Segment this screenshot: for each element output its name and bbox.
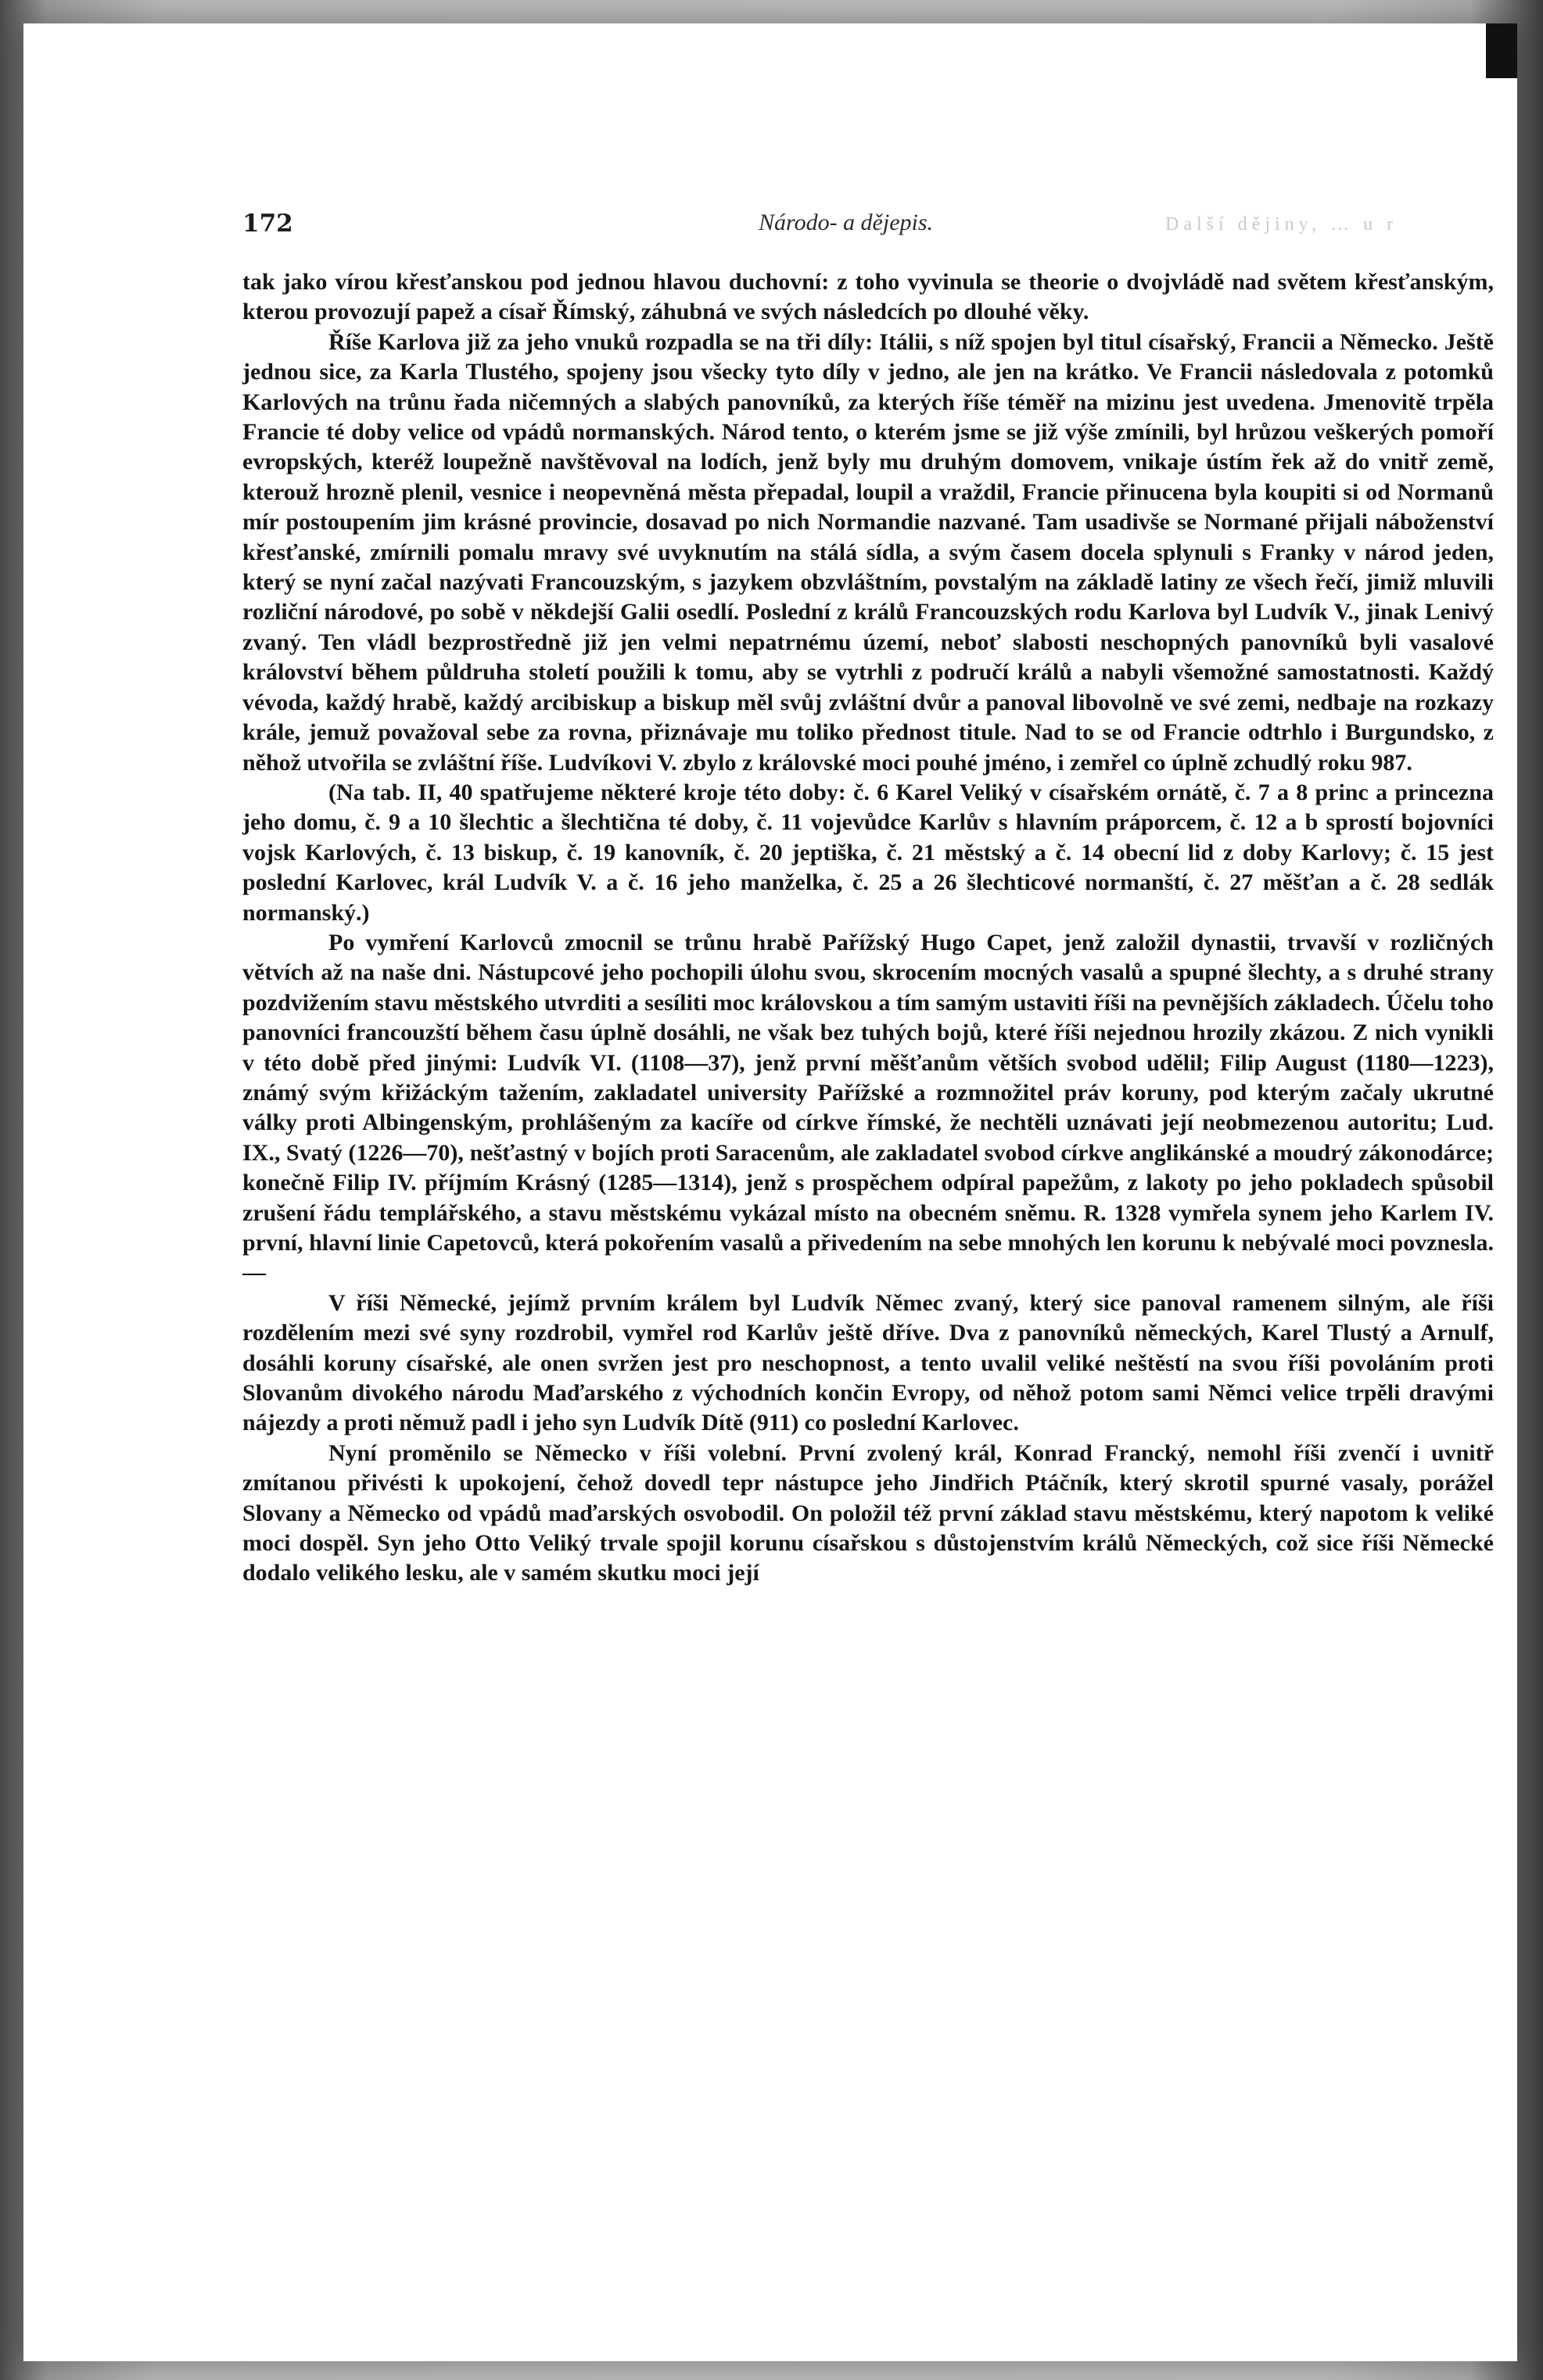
scan-corner-mark bbox=[1486, 23, 1517, 78]
page-number: 172 bbox=[242, 210, 293, 238]
bleed-through-text: Další dějiny, … u r bbox=[1165, 214, 1398, 235]
paragraph: Nyní proměnilo se Německo v říši volební. První zvolený král, Konrad Francký, nemohl říši zvenčí i uvnitř zmítanou přivésti k upokojení, čehož dovedl tepr nástupce jeho Jindřich Ptáčník, který skrotil spurné vasaly, porážel Slovany a Německo od vpádů maďarských osvobodil. On položil též první základ stavu městskému, který napotom k veliké moci dospěl. Syn jeho Otto Veliký trvale spojil korunu císařskou s důstojenstvím králů Německých, což sice říši Německé dodalo velikého lesku, ale v samém skutku moci její bbox=[242, 1439, 1494, 1586]
paragraph: Po vymření Karlovců zmocnil se trůnu hrabě Pařížský Hugo Capet, jenž založil dynastii, trvavší v rozličných větvích až na naše dni. Nástupcové jeho pochopili úlohu svou, skrocením mocných vasalů a spupné šlechty, a s druhé strany pozdvižením stavu městského utvrditi a sesíliti moc královskou a tím samým ustaviti říši na pevnějších základech. Účelu toho panovníci francouzští během času úplně dosáhli, ne však bez tuhých bojů, které říši nejednou hrozily zkázou. Z nich vynikli v této době před jinými: Ludvík VI. (1108—37), jenž první měšťanům větších svobod udělil; Filip August (1180—1223), známý svým křižáckým tažením, zakladatel university Pařížské a rozmnožitel práv koruny, pod kterým začaly ukrutné války proti Albingenským, prohlášeným za kacíře od církve římské, že nechtěli uznávati její neobmezenou autoritu; Lud. IX., Svatý (1226—70), nešťastný v bojích proti Saracenům, ale zakladatel svobod církve anglikánské a moudrý zákonodárce; konečně Filip IV. příjmím Krásný (1285—1314), jenž s prospěchem odpíral papežům, z lakoty po jeho pokladech spůsobil zrušení řádu templářského, a stavu městskému vykázal místo na obecném sněmu. R. 1328 vymřela synem jeho Karlem IV. první, hlavní linie Capetovců, která pokořením vasalů a přivedením na sebe mnohých len korunu k nebývalé moci povznesla. — bbox=[242, 929, 1495, 1286]
book-page bbox=[23, 23, 1517, 2361]
running-head: Národo- a dějepis. bbox=[759, 210, 934, 235]
page-header bbox=[242, 210, 1494, 241]
paragraph: (Na tab. II, 40 spatřujeme některé kroje této doby: č. 6 Karel Veliký v císařském ornátě, č. 7 a 8 princ a princezna jeho domu, č. 9 a 10 šlechtic a šlechtična té doby, č. 11 vojevůdce Karlův s hlavním práporcem, č. 12 a b sprostí bojovníci vojsk Karlových, č. 13 biskup, č. 19 kanovník, č. 20 jeptiška, č. 21 městský a č. 14 obecní lid z doby Karlovy; č. 15 jest poslední Karlovec, král Ludvík V. a č. 16 jeho manželka, č. 25 a 26 šlechticové normanští, č. 27 měšťan a č. 28 sedlák normanský.) bbox=[242, 779, 1494, 926]
paragraph: V říši Německé, jejímž prvním králem byl Ludvík Němec zvaný, který sice panoval ramenem silným, ale říši rozdělením mezi své syny rozdrobil, vymřel rod Karlův ještě dříve. Dva z panovníků německých, Karel Tlustý a Arnulf, dosáhli koruny císařské, ale onen svržen jest pro neschopnost, a tento uvalil veliké neštěstí na svou říši povoláním proti Slovanům divokého národu Maďarského z východních končin Evropy, od něhož potom sami Němci velice trpěli dravými nájezdy a proti němuž padl i jeho syn Ludvík Dítě (911) co poslední Karlovec. bbox=[242, 1289, 1494, 1436]
main-text bbox=[242, 267, 1494, 1589]
paragraph: Říše Karlova již za jeho vnuků rozpadla se na tři díly: Itálii, s níž spojen byl titul císařský, Francii a Německo. Ještě jednou sice, za Karla Tlustého, spojeny jsou všecky tyto díly v jedno, ale jen na krátko. Ve Francii následovala z potomků Karlových na trůnu řada ničemných a slabých panovníků, za kterých říše téměř na mizinu jest uvedena. Jmenovitě trpěla Francie té doby velice od vpádů normanských. Národ tento, o kterém jsme se již výše zmínili, byl hrůzou veškerých pomoří evropských, kteréž loupežně navštěvoval na lodích, jenž byly mu druhým domovem, vnikaje ústím řek až do vnitř země, kterouž hrozně plenil, vesnice i neopevněná města přepadal, loupil a vraždil, Francie přinucena byla koupiti si od Normanů mír postoupením jim krásné provincie, dosavad po nich Normandie nazvané. Tam usadivše se Normané přijali náboženství křesťanské, zmírnili pomalu mravy své uvyknutím na stálá sídla, a svým časem docela splynuli s Franky v národ jeden, který se nyní začal nazývati Francouzským, s jazykem obzvláštním, povstalým na základě latiny ze všech řečí, jimiž mluvili rozliční národové, po sobě v někdejší Galii osedlí. Poslední z králů Francouzských rodu Karlova byl Ludvík V., jinak Lenivý zvaný. Ten vládl bezprostředně již jen velmi nepatrnému území, neboť slabosti neschopných panovníků byli vasalové království během půldruha století použili k tomu, aby se vytrhli z područí králů a nabyli všemožné samostatnosti. Každý vévoda, každý hrabě, každý arcibiskup a biskup měl svůj zvláštní dvůr a panoval libovolně ve své zemi, nedbaje na rozkazy krále, jemuž považoval sebe za rovna, přiznávaje mu toliko přednost titule. Nad to se od Francie odtrhlo i Burgundsko, z něhož utvořila se zvláštní říše. Ludvíkovi V. zbylo z královské moci pouhé jméno, i zemřel co úplně zchudlý roku 987. bbox=[242, 328, 1494, 776]
paragraph: tak jako vírou křesťanskou pod jednou hlavou duchovní: z toho vyvinula se theorie o dvojvládě nad světem křesťanským, kterou provozují papež a císař Římský, záhubná ve svých následcích po dlouhé věky. bbox=[242, 269, 1494, 325]
